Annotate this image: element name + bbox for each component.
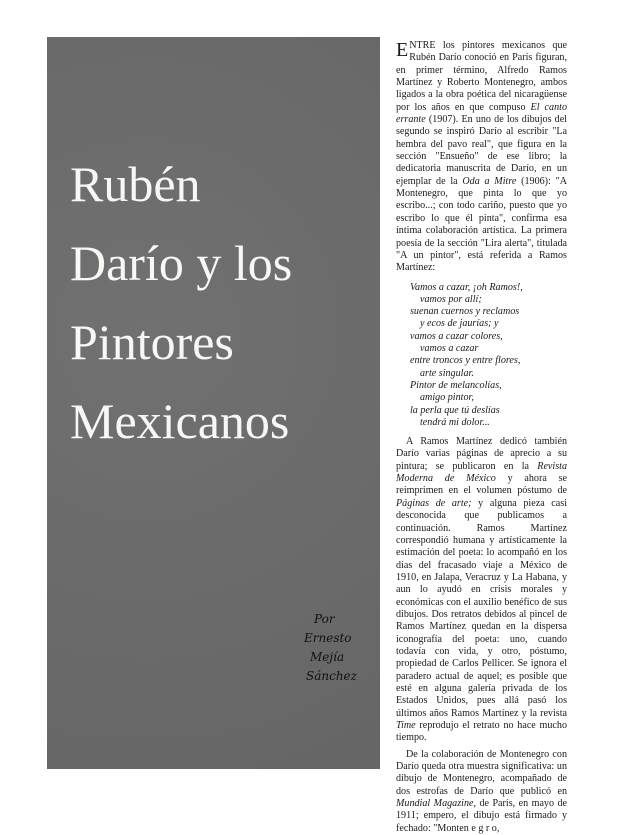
poem-line: suenan cuernos y reclamos: [410, 306, 520, 318]
poem-line: Pintor de melancolías,: [410, 379, 502, 391]
poem-quote: [410, 282, 567, 430]
byline-last-name: Sánchez: [306, 669, 357, 683]
poem-line: y ecos de jaurías; y: [420, 318, 499, 330]
magazine-title: Mundial Magazine,: [396, 798, 476, 810]
article-column: [396, 40, 567, 835]
byline-middle-name: Mejía: [310, 650, 345, 664]
poem-line: Vamos a cazar, ¡oh Ramos!,: [410, 281, 523, 293]
article-title: [70, 145, 380, 461]
title-line: Mexicanos: [70, 393, 290, 449]
title-line: Darío y los: [70, 235, 293, 291]
poem-line: entre troncos y entre flores,: [410, 355, 521, 367]
byline-por: Por: [314, 612, 335, 626]
drop-cap: E: [396, 39, 409, 61]
paragraph-2: A Ramos Martínez dedicó también Darío varias páginas de aprecio a su pintura; se publicaron en la Revista Moderna de México y ahora se reimprimen en el volumen póstumo de Páginas de arte; y alguna pieza casi desconocida que publicamos a continuación. Ramos Martínez correspondió humana y artísticamente la estimación del poeta: lo acompañó en los días del fracasado viaje a México de 1910, en Jalapa, Veracruz y La Habana, y aun lo ayudó en crisis morales y económicas con el auxilio benéfico de sus dibujos. Dos retratos debidos al pincel de Ramos Martínez quedan en la dispersa iconografía del poeta: uno, cuando todavía con vida, y otro, póstumo, propiedad de Carlos Pellicer. Se ignora el paradero actual de aquel; es posible que esté en alguna galería privada de los Estados Unidos, pues allá pasó los últimos años Ramos Martínez y la revista Time reprodujo el retrato no hace mucho tiempo.: [396, 436, 568, 744]
title-line: Pintores: [70, 314, 234, 370]
poem-line: vamos a cazar: [420, 343, 479, 355]
book-title: El canto errante: [396, 101, 567, 126]
paragraph-3: De la colaboración de Montenegro con Darío queda otra muestra significativa: un dibujo de Montenegro, acompañado de dos estrofas de Darío que publicó en Mundial Magazine, de París, en mayo de 1911; empero, el dibujo está firmado y fechado: "Monten e g r o,: [396, 748, 567, 834]
byline-first-name: Ernesto: [304, 631, 352, 645]
book-title: Páginas de arte;: [396, 497, 472, 509]
poem-line: vamos por allí;: [420, 293, 482, 305]
poem-line: vamos a cazar colores,: [410, 330, 503, 342]
title-line: Rubén: [70, 156, 201, 212]
poem-line: arte singular.: [420, 367, 474, 379]
poem-line: tendrá mi dolor...: [420, 416, 490, 428]
poem-line: amigo pintor,: [420, 392, 474, 404]
magazine-title: Time: [396, 720, 416, 731]
journal-title: Revista Moderna de México: [396, 460, 567, 485]
author-byline: [296, 610, 386, 686]
paragraph-1: ENTRE los pintores mexicanos que Rubén Darío conoció en París figuran, en primer término, Alfredo Ramos Martínez y Roberto Montenegro, ambos ligados a la obra poética del nicaragüense por los años en que compuso El canto errante (1907). En uno de los dibujos del segundo se inspiró Darío al escribir "La hembra del pavo real", que figura en la sección "Ensueño" de ese libro; la dedicatoria manuscrita de Darío, en un ejemplar de la Oda a Mitre (1906): "A Montenegro, que pinta lo que yo escribo...; con todo cariño, puesto que yo escribo lo que él pinta", confirma esa íntima colaboración artística. La primera poesía de la sección "Lira alerta", titulada "A un pintor", está referida a Ramos Martínez:: [396, 39, 567, 274]
book-title: Oda a Mitre: [462, 175, 517, 187]
poem-line: la perla que tú deslías: [410, 404, 500, 416]
